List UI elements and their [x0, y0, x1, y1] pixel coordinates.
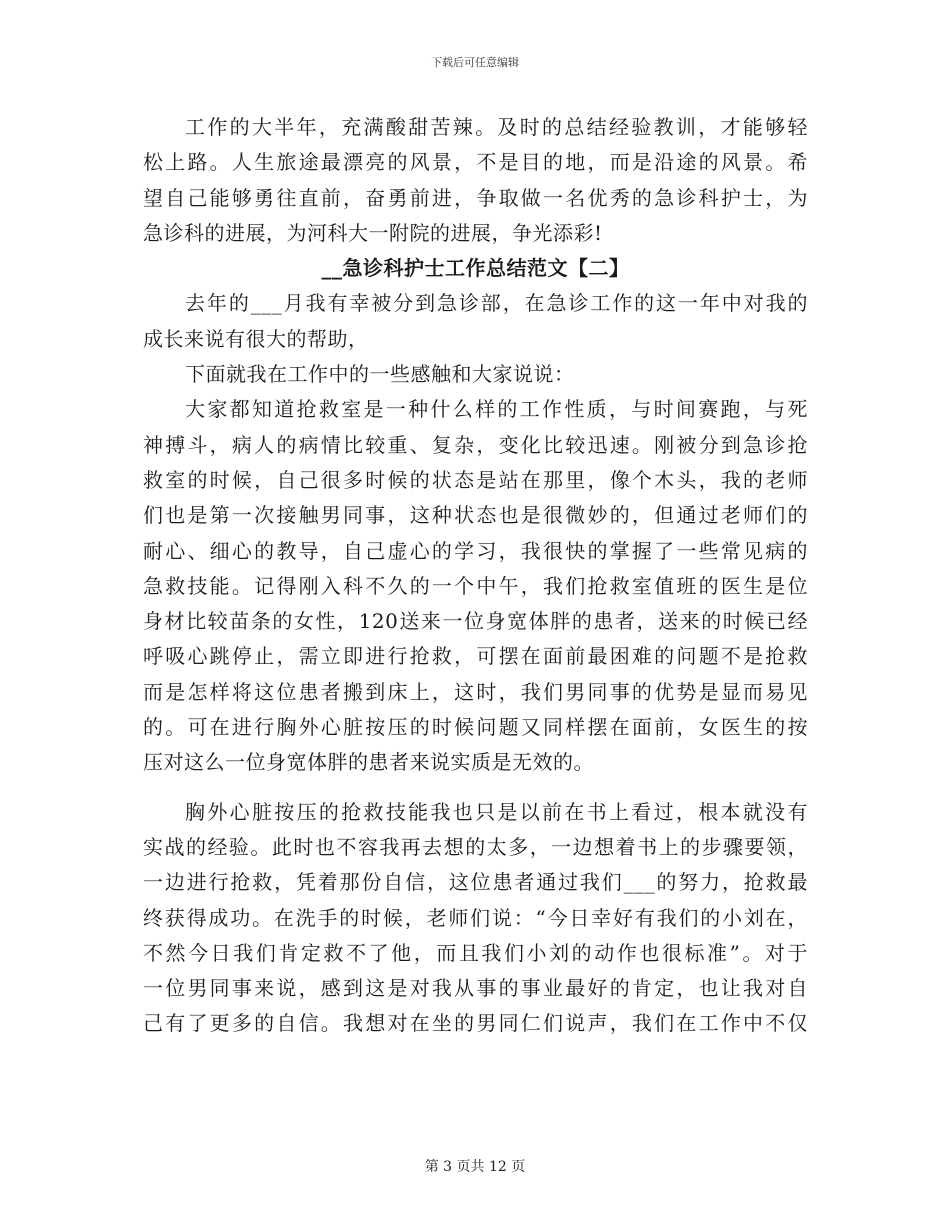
paragraph-line: 终获得成功。在洗手的时候，老师们说：“今日幸好有我们的小刘在， [143, 905, 808, 930]
paragraph-line: 去年的___月我有幸被分到急诊部，在急诊工作的这一年中对我的 [185, 291, 808, 316]
paragraph-line: 下面就我在工作中的一些感触和大家说说： [185, 362, 575, 387]
document-body [143, 110, 808, 1042]
paragraph-line: 急诊科的进展，为河科大一附院的进展，争光添彩! [143, 220, 603, 245]
header-note: 下载后可任意编辑 [431, 56, 519, 69]
paragraph-line: 一边进行抢救，凭着那份自信，这位患者通过我们___的努力，抢救最 [143, 870, 808, 895]
page-number: 第 3 页共 12 页 [424, 1159, 526, 1175]
paragraph-line: 工作的大半年，充满酸甜苦辣。及时的总结经验教训，才能够轻 [185, 115, 808, 139]
paragraph-line: 望自己能够勇往直前，奋勇前进，争取做一名优秀的急诊科护士，为 [143, 185, 808, 210]
paragraph-line: 松上路。人生旅途最漂亮的风景，不是目的地，而是沿途的风景。希 [143, 150, 808, 175]
paragraph-line: 一位男同事来说，感到这是对我从事的事业最好的肯定，也让我对自 [143, 976, 808, 1001]
paragraph-spacer [143, 781, 808, 795]
paragraph-line: 大家都知道抢救室是一种什么样的工作性质，与时间赛跑，与死 [185, 397, 808, 422]
paragraph-line: 胸外心脏按压的抢救技能我也只是以前在书上看过，根本就没有 [185, 799, 808, 824]
paragraph-line: 不然今日我们肯定救不了他，而且我们小刘的动作也很标准”。对于 [143, 940, 808, 965]
paragraph-line: 己有了更多的自信。我想对在坐的男同仁们说声，我们在工作中不仅 [143, 1011, 808, 1036]
paragraph-line: 压对这么一位身宽体胖的患者来说实质是无效的。 [143, 750, 594, 775]
paragraph-line: 实战的经验。此时也不容我再去想的太多，一边想着书上的步骤要领， [143, 834, 808, 859]
paragraph-line: 成长来说有很大的帮助， [143, 326, 369, 351]
paragraph-line: 耐心、细心的教导，自己虚心的学习，我很快的掌握了一些常见病的 [143, 538, 808, 563]
paragraph-line: 救室的时候，自己很多时候的状态是站在那里，像个木头，我的老师 [143, 467, 808, 492]
section-title: __急诊科护士工作总结范文【二】 [321, 256, 630, 281]
paragraph-line: 神搏斗，病人的病情比较重、复杂，变化比较迅速。刚被分到急诊抢 [143, 432, 808, 457]
paragraph-line: 呼吸心跳停止，需立即进行抢救，可摆在面前最困难的问题不是抢救 [143, 644, 808, 669]
paragraph-line: 急救技能。记得刚入科不久的一个中午，我们抢救室值班的医生是位 [143, 573, 808, 598]
paragraph-line: 而是怎样将这位患者搬到床上，这时，我们男同事的优势是显而易见 [143, 679, 808, 704]
paragraph-line: 的。可在进行胸外心脏按压的时候问题又同样摆在面前，女医生的按 [143, 715, 808, 740]
paragraph-line: 们也是第一次接触男同事，这种状态也是很微妙的，但通过老师们的 [143, 503, 808, 528]
paragraph-line: 身材比较苗条的女性，120送来一位身宽体胖的患者，送来的时候已经 [143, 609, 808, 634]
